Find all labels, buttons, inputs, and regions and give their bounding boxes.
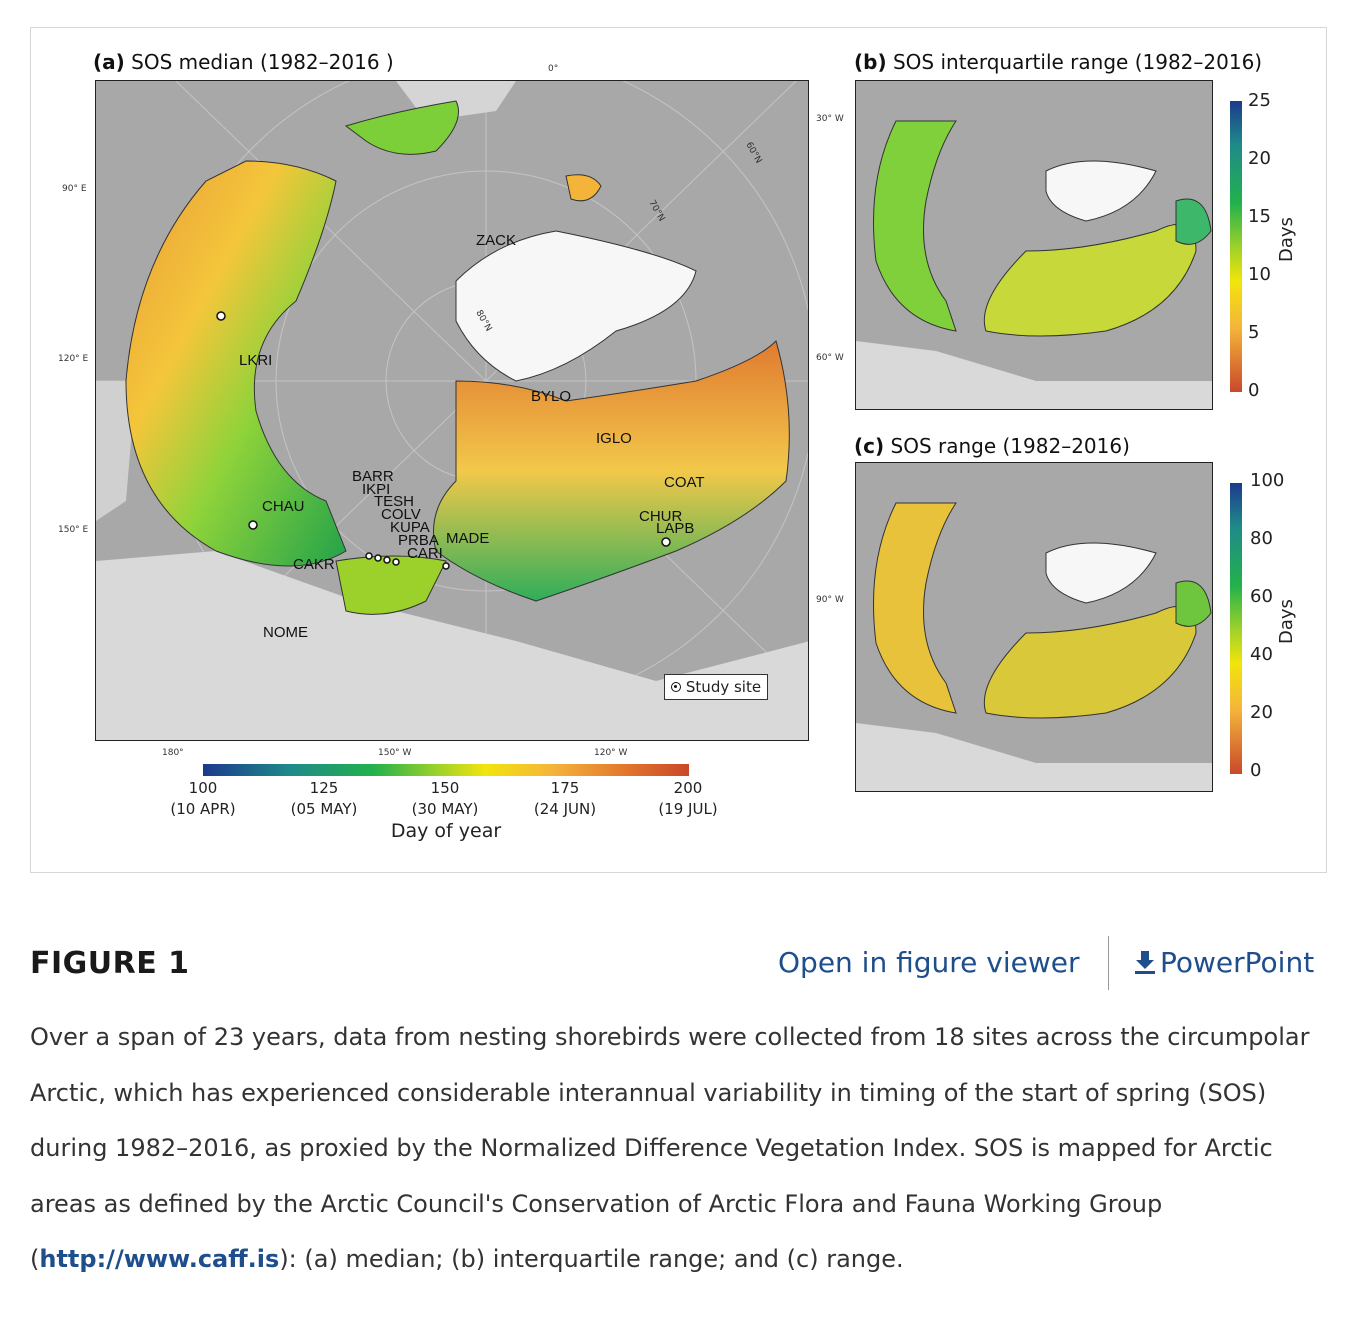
- colorbar-tick: 100: [1250, 470, 1285, 491]
- site-label: LAPB: [656, 520, 695, 537]
- colorbar-tick: 100 (10 APR): [170, 779, 236, 818]
- degree-label: 60°N: [743, 140, 764, 166]
- site-marker: [249, 521, 257, 529]
- figure-header: [30, 940, 1328, 990]
- degree-label: 70°N: [646, 198, 667, 224]
- powerpoint-label: PowerPoint: [1160, 946, 1315, 979]
- colorbar-tick: 5: [1248, 322, 1260, 343]
- degree-label: 150° E: [58, 525, 89, 535]
- degree-label: 120° W: [594, 748, 628, 758]
- colorbar-title: Days: [1276, 217, 1297, 262]
- degree-label: 60° W: [816, 353, 844, 363]
- figure-label: FIGURE 1: [30, 946, 190, 981]
- site-marker: [375, 555, 381, 561]
- colorbar-tick: 150 (30 MAY): [411, 779, 479, 818]
- site-label: COLV: [381, 506, 421, 523]
- colorbar-tick: 0: [1250, 760, 1262, 781]
- site-label: LKRI: [239, 352, 273, 369]
- site-label: IGLO: [596, 430, 632, 447]
- powerpoint-download-link[interactable]: [1132, 946, 1314, 979]
- site-label: TESH: [374, 493, 415, 510]
- site-marker: [662, 538, 670, 546]
- figure-caption: Over a span of 23 years, data from nesting shorebirds were collected from 18 sites across the circumpolar Arctic, which has experienced considerable interannual variability in timing of the start of spring (SOS) during 1982–2016, as proxied by the Normalized Difference Vegetation Index. SOS is mapped for Arctic areas as defined by the Arctic Council's Conservation of Arctic Flora and Fauna Working Group (http://www.caff.is): (a) median; (b) interquartile range; and (c) range.: [30, 1023, 1310, 1273]
- panel-c-map: [855, 462, 1213, 792]
- site-label: CAKR: [293, 556, 335, 573]
- colorbar-tick: 125 (05 MAY): [290, 779, 358, 818]
- colorbar-title: Day of year: [390, 820, 502, 842]
- colorbar-tick: 175 (24 JUN): [533, 779, 597, 818]
- colorbar-day-of-year: [203, 764, 689, 776]
- download-icon: [1132, 949, 1158, 975]
- site-label: COAT: [664, 474, 705, 491]
- site-label: CARI: [407, 545, 443, 562]
- colorbar-tick: 10: [1248, 264, 1271, 285]
- open-in-figure-viewer-link[interactable]: Open in figure viewer: [778, 946, 1080, 979]
- colorbar-tick: 15: [1248, 206, 1271, 227]
- site-label: CHUR: [639, 508, 683, 525]
- panel-b-title: (b) SOS interquartile range (1982–2016): [854, 50, 1263, 74]
- degree-label: 180°: [162, 748, 184, 758]
- site-marker: [384, 557, 390, 563]
- colorbar-tick: 20: [1248, 148, 1271, 169]
- colorbar-tick: 0: [1248, 380, 1260, 401]
- degree-label: 150° W: [378, 748, 412, 758]
- colorbar-tick: 200 (19 JUL): [658, 779, 718, 818]
- site-marker: [443, 563, 449, 569]
- site-label: MADE: [446, 530, 490, 547]
- site-label: BYLO: [531, 388, 572, 405]
- panel-c-title: (c) SOS range (1982–2016): [854, 434, 1130, 458]
- colorbar-tick: 60: [1250, 586, 1273, 607]
- colorbar-range: [1230, 483, 1242, 774]
- panel-a-map: [95, 80, 809, 741]
- colorbar-tick: 25: [1248, 90, 1271, 111]
- panel-a-title: (a) SOS median (1982–2016 ): [93, 50, 394, 74]
- degree-label: 30° W: [816, 114, 844, 124]
- degree-label: 0°: [548, 64, 559, 74]
- site-label: KUPA: [390, 519, 430, 536]
- colorbar-tick: 80: [1250, 528, 1273, 549]
- header-divider: [1108, 936, 1109, 990]
- site-label: ZACK: [476, 232, 517, 249]
- study-site-icon: [671, 682, 681, 692]
- degree-label: 90° E: [62, 184, 87, 194]
- caff-link[interactable]: http://www.caff.is: [39, 1245, 280, 1273]
- site-label: BARR: [352, 468, 394, 485]
- site-marker: [217, 312, 225, 320]
- site-marker: [366, 553, 372, 559]
- study-site-legend: Study site: [664, 674, 768, 700]
- colorbar-tick: 20: [1250, 702, 1273, 723]
- site-label: CHAU: [262, 498, 305, 515]
- panel-b-map: [855, 80, 1213, 410]
- degree-label: 80°N: [473, 308, 494, 334]
- degree-label: 90° W: [816, 595, 844, 605]
- colorbar-iqr: [1230, 101, 1242, 392]
- site-label: IKPI: [362, 481, 391, 498]
- degree-label: 120° E: [58, 354, 89, 364]
- site-marker: [393, 559, 399, 565]
- site-label: PRBA: [398, 532, 439, 549]
- colorbar-title: Days: [1276, 599, 1297, 644]
- colorbar-tick: 40: [1250, 644, 1273, 665]
- site-label: NOME: [263, 624, 308, 641]
